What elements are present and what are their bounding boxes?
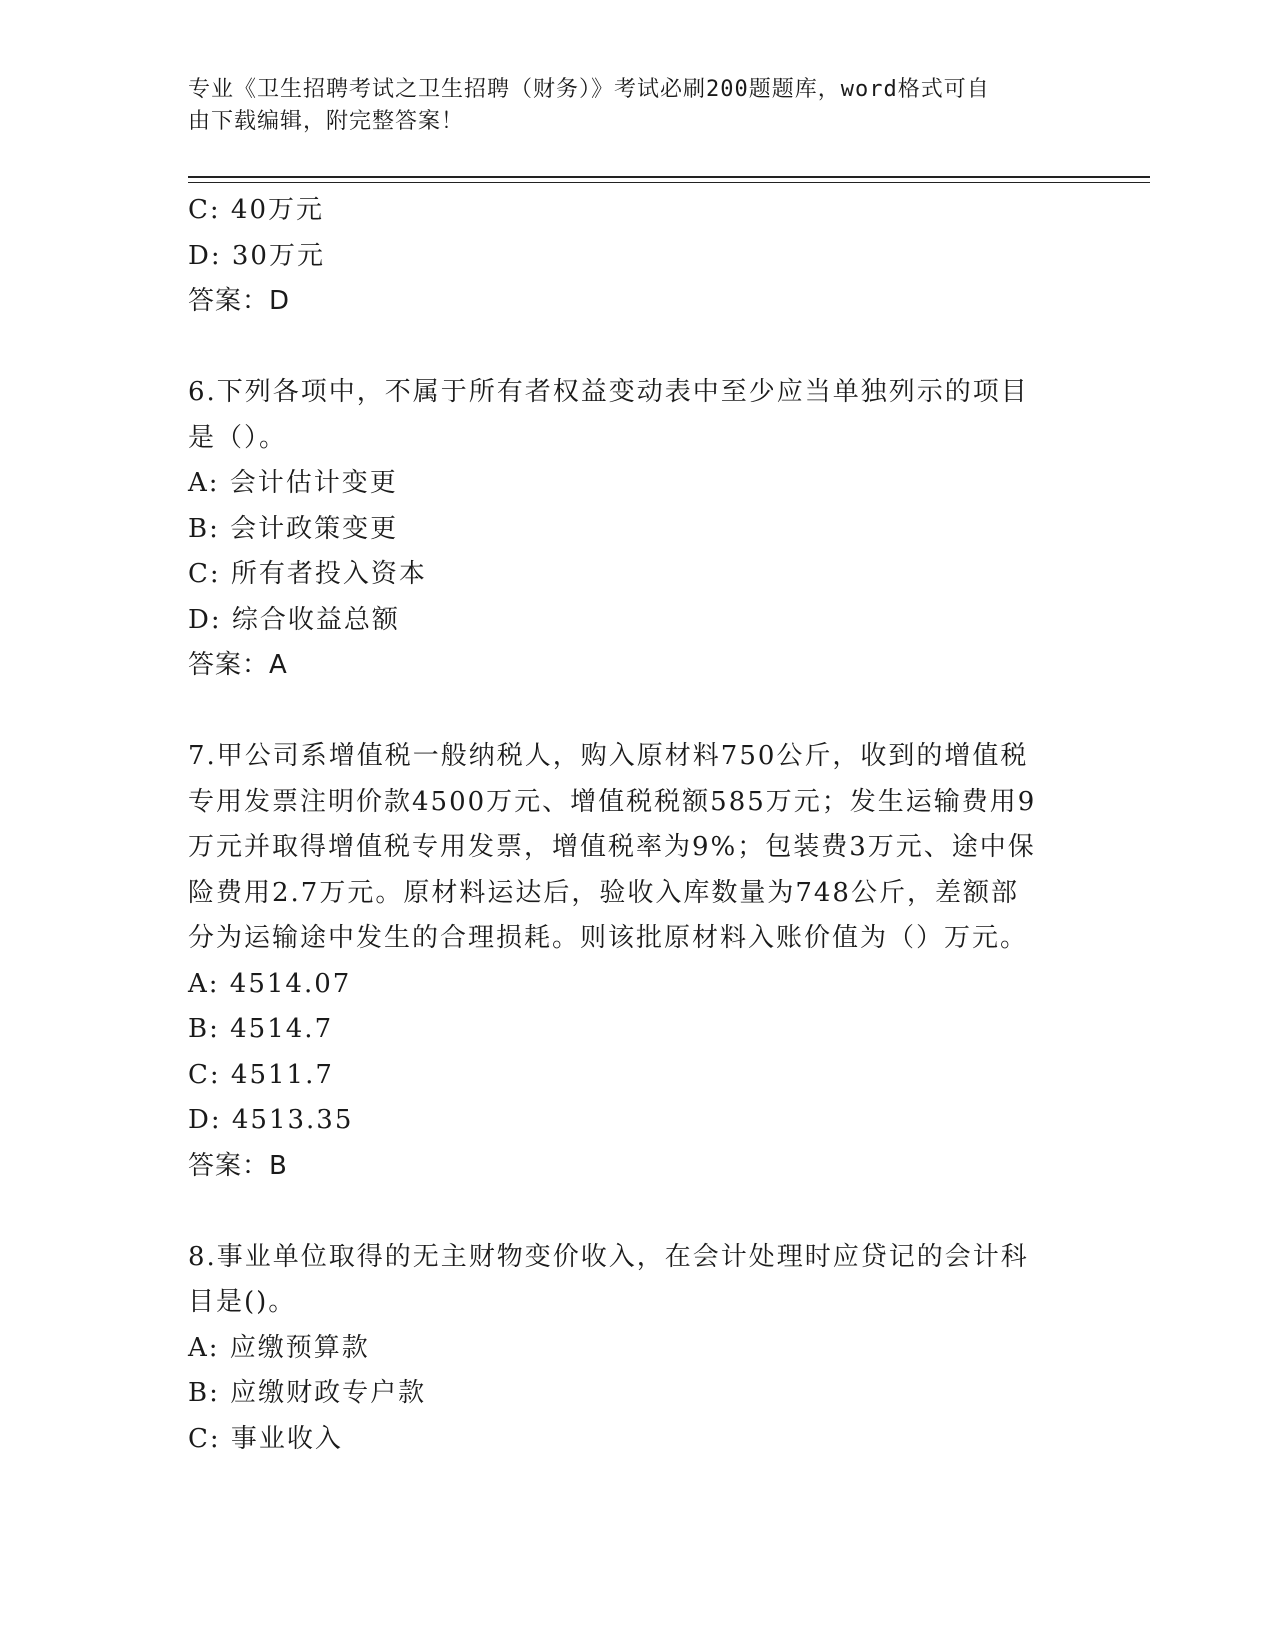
option-a: A: 会计估计变更 — [188, 468, 398, 498]
option-d: D: 30万元 — [188, 240, 325, 271]
option-b: B: 应缴财政专户款 — [188, 1378, 427, 1408]
question-text-line: 7.甲公司系增值税一般纳税人，购入原材料750公斤，收到的增值税 — [188, 741, 1029, 771]
question-text-line: 险费用2.7万元。原材料运达后，验收入库数量为748公斤，差额部 — [188, 877, 1019, 908]
answer-line: 答案：B — [188, 1150, 288, 1181]
question-8 — [188, 1235, 1088, 1463]
header-divider-thin — [188, 182, 1150, 183]
question-6 — [188, 370, 1088, 689]
header-line-1: 专业《卫生招聘考试之卫生招聘（财务）》考试必刷200题题库，word格式可自 — [188, 77, 990, 102]
option-d: D: 4513.35 — [188, 1105, 354, 1135]
question-7 — [188, 734, 1088, 1189]
answer-line: 答案：D — [188, 286, 291, 316]
spacer — [188, 689, 1088, 735]
spacer — [188, 325, 1088, 371]
question-text-line: 分为运输途中发生的合理损耗。则该批原材料入账价值为（）万元。 — [188, 923, 1029, 953]
question-5-tail — [188, 188, 1088, 325]
option-d: D: 综合收益总额 — [188, 604, 400, 635]
question-text-line: 专用发票注明价款4500万元、增值税税额585万元；发生运输费用9 — [188, 786, 1037, 817]
option-b: B: 4514.7 — [188, 1014, 334, 1044]
question-text-line: 是（）。 — [188, 422, 288, 453]
header-line-2: 由下载编辑，附完整答案！ — [188, 109, 465, 134]
option-c: C: 4511.7 — [188, 1059, 334, 1090]
question-content — [188, 188, 1088, 1462]
spacer — [188, 1189, 1088, 1235]
question-text-line: 6.下列各项中，不属于所有者权益变动表中至少应当单独列示的项目 — [188, 377, 1029, 407]
option-c: C: 事业收入 — [188, 1423, 343, 1454]
option-a: A: 4514.07 — [188, 968, 352, 999]
option-c: C: 40万元 — [188, 195, 325, 225]
option-a: A: 应缴预算款 — [188, 1332, 370, 1363]
document-header — [188, 74, 1068, 138]
header-divider-thick — [188, 176, 1150, 178]
answer-line: 答案：A — [188, 650, 288, 680]
question-text-line: 万元并取得增值税专用发票，增值税率为9%；包装费3万元、途中保 — [188, 832, 1036, 862]
option-c: C: 所有者投入资本 — [188, 559, 427, 589]
question-text-line: 目是()。 — [188, 1287, 297, 1317]
option-b: B: 会计政策变更 — [188, 513, 399, 544]
question-text-line: 8.事业单位取得的无主财物变价收入，在会计处理时应贷记的会计科 — [188, 1241, 1029, 1272]
